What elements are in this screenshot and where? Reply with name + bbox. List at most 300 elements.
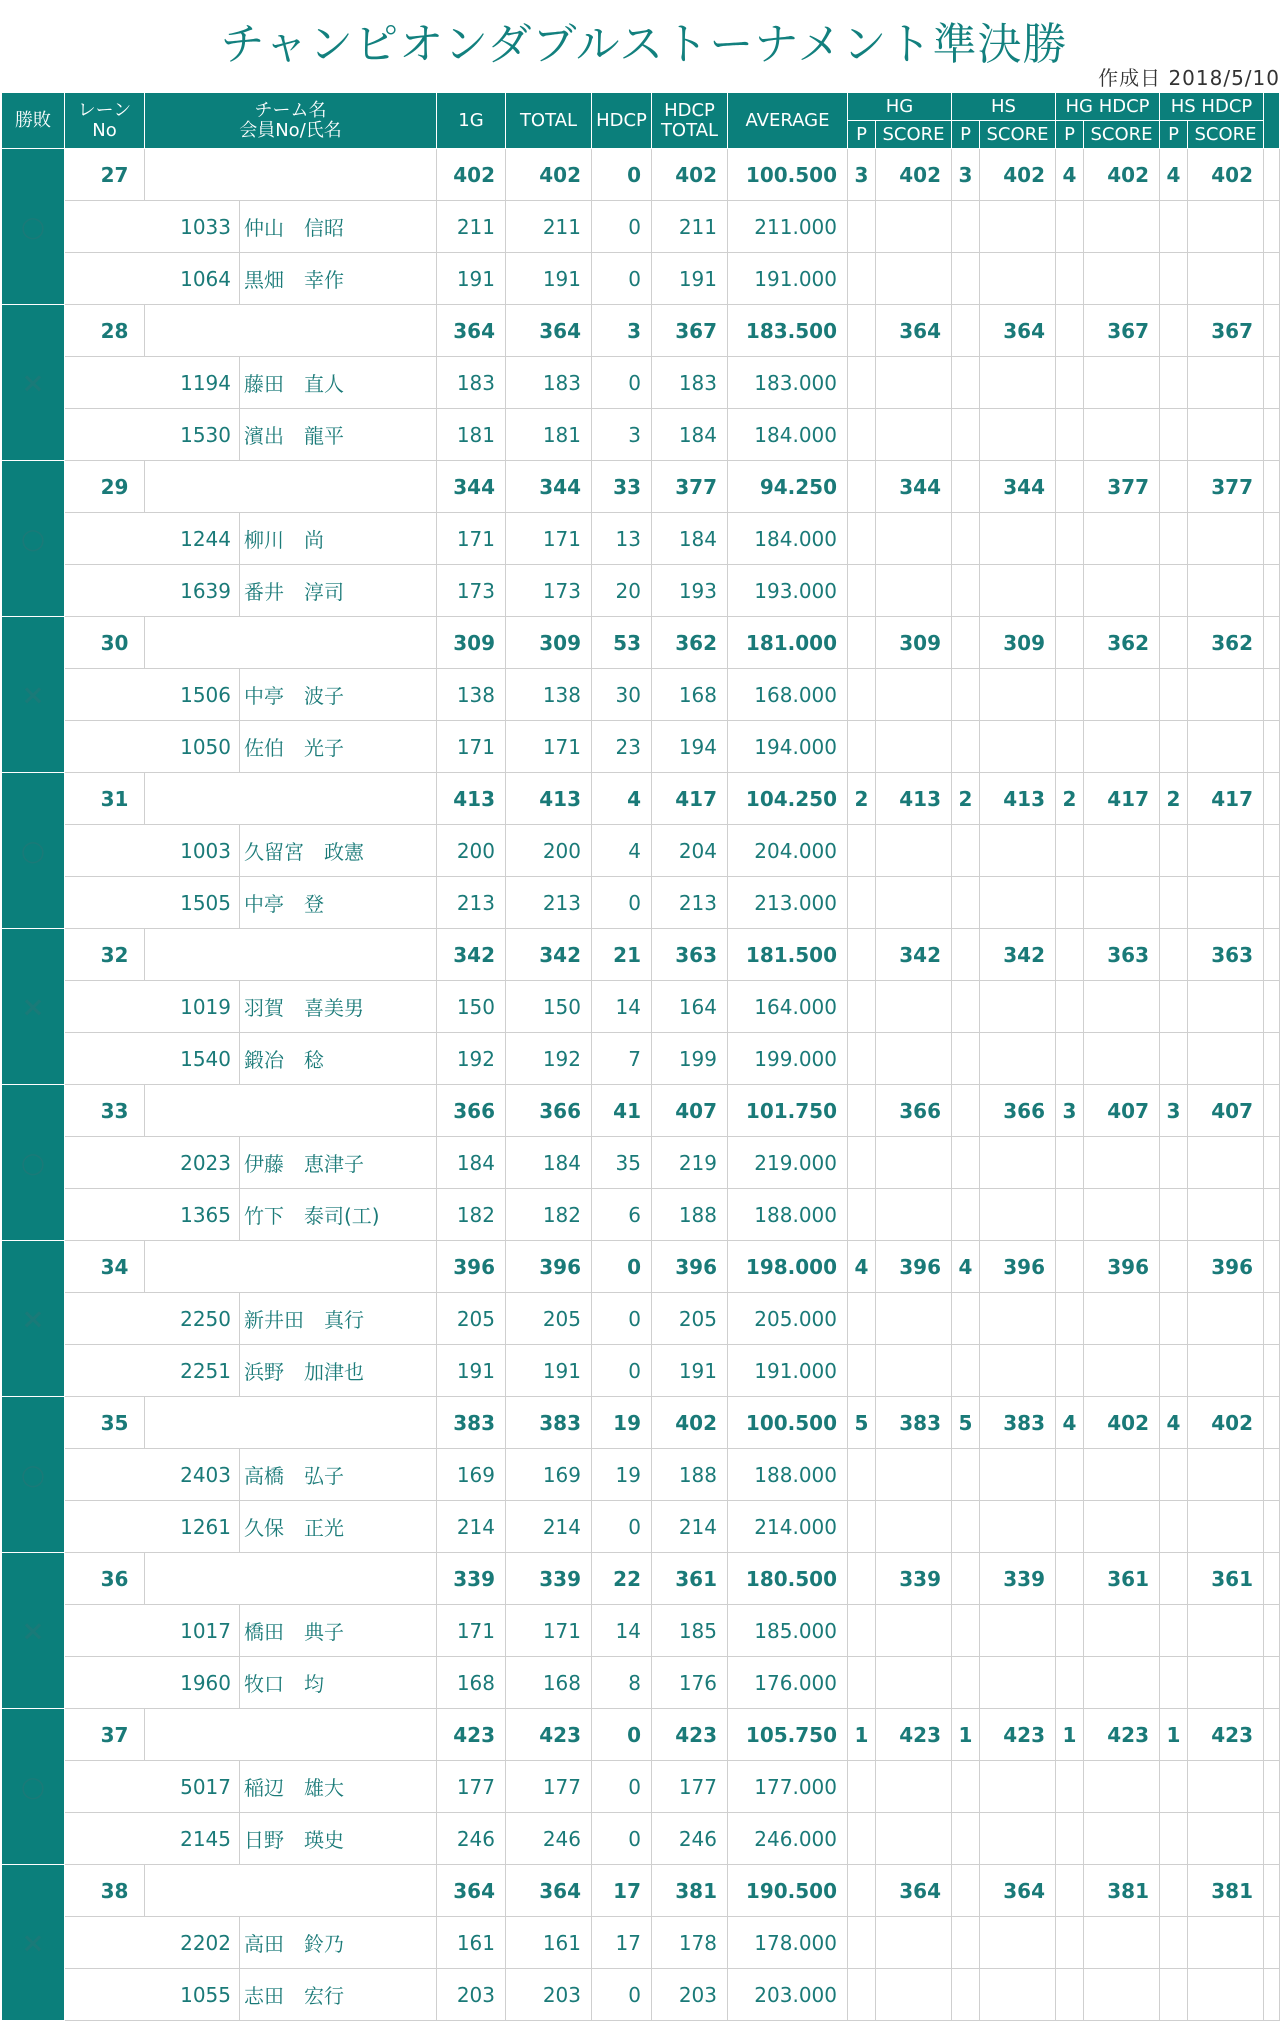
team-1g: 413 xyxy=(437,773,506,825)
hs-hdcp-position: 4 xyxy=(1160,1397,1188,1449)
empty-cell xyxy=(1264,1137,1280,1189)
empty-cell xyxy=(952,357,980,409)
header-lane: レーン No xyxy=(65,93,145,149)
hs-hdcp-score: 402 xyxy=(1188,149,1264,201)
empty-cell xyxy=(980,1501,1056,1553)
hg-score: 364 xyxy=(876,305,952,357)
empty-cell xyxy=(876,1033,952,1085)
empty-cell xyxy=(1264,513,1280,565)
member-no: 2251 xyxy=(65,1345,240,1397)
member-name: 高田 鈴乃 xyxy=(240,1917,437,1969)
member-hdcp: 13 xyxy=(592,513,652,565)
hs-hdcp-position xyxy=(1160,1241,1188,1293)
lane-no: 30 xyxy=(65,617,145,669)
empty-cell xyxy=(876,1657,952,1709)
lane-no: 27 xyxy=(65,149,145,201)
empty-cell xyxy=(1188,1449,1264,1501)
empty-cell xyxy=(1056,253,1084,305)
empty-cell xyxy=(1084,1761,1160,1813)
member-total: 200 xyxy=(506,825,592,877)
hg-position: 4 xyxy=(848,1241,876,1293)
hg-hdcp-position xyxy=(1056,1865,1084,1917)
empty-cell xyxy=(1160,565,1188,617)
hg-position: 3 xyxy=(848,149,876,201)
hs-position xyxy=(952,1085,980,1137)
member-hdcp: 0 xyxy=(592,253,652,305)
hg-hdcp-score: 367 xyxy=(1084,305,1160,357)
empty-cell xyxy=(1084,201,1160,253)
empty-cell xyxy=(980,409,1056,461)
member-average: 205.000 xyxy=(728,1293,848,1345)
member-hdcp-total: 176 xyxy=(652,1657,728,1709)
empty-cell xyxy=(980,565,1056,617)
member-hdcp: 0 xyxy=(592,1293,652,1345)
member-row xyxy=(2,825,1280,877)
member-row xyxy=(2,565,1280,617)
team-total: 364 xyxy=(506,1865,592,1917)
team-hdcp-total: 402 xyxy=(652,149,728,201)
member-hdcp-total: 178 xyxy=(652,1917,728,1969)
row-spacer xyxy=(1264,1397,1280,1449)
team-hdcp-total: 363 xyxy=(652,929,728,981)
empty-cell xyxy=(952,253,980,305)
team-hdcp-total: 362 xyxy=(652,617,728,669)
empty-cell xyxy=(1264,877,1280,929)
empty-cell xyxy=(1160,1605,1188,1657)
result-mark: ○ xyxy=(2,1397,65,1553)
hs-hdcp-position: 1 xyxy=(1160,1709,1188,1761)
empty-cell xyxy=(1084,1917,1160,1969)
empty-cell xyxy=(1056,1917,1084,1969)
member-row xyxy=(2,1917,1280,1969)
member-hdcp: 14 xyxy=(592,981,652,1033)
row-spacer xyxy=(1264,305,1280,357)
header-hsh-score: SCORE xyxy=(1188,121,1264,149)
empty-cell xyxy=(980,1917,1056,1969)
team-1g: 364 xyxy=(437,1865,506,1917)
hg-position xyxy=(848,929,876,981)
member-row xyxy=(2,1189,1280,1241)
empty-cell xyxy=(1160,1813,1188,1865)
empty-cell xyxy=(848,1345,876,1397)
member-average: 199.000 xyxy=(728,1033,848,1085)
hg-position xyxy=(848,1085,876,1137)
member-name: 高橋 弘子 xyxy=(240,1449,437,1501)
member-no: 2202 xyxy=(65,1917,240,1969)
empty-cell xyxy=(1056,1137,1084,1189)
empty-cell xyxy=(980,1033,1056,1085)
member-hdcp: 17 xyxy=(592,1917,652,1969)
hg-hdcp-score: 363 xyxy=(1084,929,1160,981)
member-row xyxy=(2,201,1280,253)
empty-cell xyxy=(1084,669,1160,721)
member-total: 161 xyxy=(506,1917,592,1969)
member-hdcp-total: 177 xyxy=(652,1761,728,1813)
member-1g: 161 xyxy=(437,1917,506,1969)
empty-cell xyxy=(980,357,1056,409)
member-name: 日野 瑛史 xyxy=(240,1813,437,1865)
empty-cell xyxy=(952,201,980,253)
member-row xyxy=(2,253,1280,305)
team-total: 423 xyxy=(506,1709,592,1761)
empty-cell xyxy=(848,1501,876,1553)
team-hdcp-total: 381 xyxy=(652,1865,728,1917)
member-1g: 205 xyxy=(437,1293,506,1345)
empty-cell xyxy=(1084,981,1160,1033)
empty-cell xyxy=(1056,1969,1084,2021)
empty-cell xyxy=(1188,1761,1264,1813)
member-1g: 214 xyxy=(437,1501,506,1553)
member-no: 1003 xyxy=(65,825,240,877)
result-mark: × xyxy=(2,617,65,773)
hg-hdcp-score: 402 xyxy=(1084,1397,1160,1449)
empty-cell xyxy=(1160,513,1188,565)
empty-cell xyxy=(980,877,1056,929)
header-hs-score: SCORE xyxy=(980,121,1056,149)
hs-hdcp-position: 3 xyxy=(1160,1085,1188,1137)
empty-cell xyxy=(952,1033,980,1085)
hs-hdcp-score: 362 xyxy=(1188,617,1264,669)
empty-cell xyxy=(980,253,1056,305)
empty-cell xyxy=(1084,825,1160,877)
member-total: 171 xyxy=(506,513,592,565)
empty-cell xyxy=(1188,1969,1264,2021)
member-total: 177 xyxy=(506,1761,592,1813)
empty-cell xyxy=(1084,409,1160,461)
empty-cell xyxy=(1188,721,1264,773)
hs-hdcp-position xyxy=(1160,1553,1188,1605)
member-no: 1506 xyxy=(65,669,240,721)
team-1g: 364 xyxy=(437,305,506,357)
hs-hdcp-score: 417 xyxy=(1188,773,1264,825)
empty-cell xyxy=(876,357,952,409)
hg-score: 413 xyxy=(876,773,952,825)
hg-hdcp-position: 1 xyxy=(1056,1709,1084,1761)
member-1g: 169 xyxy=(437,1449,506,1501)
result-mark: × xyxy=(2,1241,65,1397)
member-1g: 191 xyxy=(437,253,506,305)
empty-cell xyxy=(1188,877,1264,929)
empty-cell xyxy=(1188,565,1264,617)
hg-hdcp-score: 362 xyxy=(1084,617,1160,669)
hs-score: 364 xyxy=(980,1865,1056,1917)
member-total: 150 xyxy=(506,981,592,1033)
page-title: チャンピオンダブルストーナメント準決勝 xyxy=(220,19,1068,70)
hg-hdcp-score: 402 xyxy=(1084,149,1160,201)
empty-cell xyxy=(1056,1813,1084,1865)
result-mark: ○ xyxy=(2,461,65,617)
empty-cell xyxy=(980,825,1056,877)
member-total: 169 xyxy=(506,1449,592,1501)
hs-score: 344 xyxy=(980,461,1056,513)
member-total: 213 xyxy=(506,877,592,929)
empty-cell xyxy=(1160,825,1188,877)
header-hdcp-total: HDCP TOTAL xyxy=(652,93,728,149)
empty-cell xyxy=(876,1813,952,1865)
empty-cell xyxy=(1264,1813,1280,1865)
team-row xyxy=(2,1085,1280,1137)
empty-cell xyxy=(980,721,1056,773)
member-hdcp: 0 xyxy=(592,357,652,409)
member-1g: 171 xyxy=(437,1605,506,1657)
team-hdcp-total: 377 xyxy=(652,461,728,513)
hs-position xyxy=(952,461,980,513)
empty-cell xyxy=(980,1293,1056,1345)
empty-cell xyxy=(1056,357,1084,409)
empty-cell xyxy=(848,1813,876,1865)
empty-cell xyxy=(1264,825,1280,877)
member-name: 黒畑 幸作 xyxy=(240,253,437,305)
member-average: 214.000 xyxy=(728,1501,848,1553)
empty-cell xyxy=(1160,357,1188,409)
member-total: 191 xyxy=(506,253,592,305)
empty-cell xyxy=(1160,1969,1188,2021)
member-average: 178.000 xyxy=(728,1917,848,1969)
member-average: 184.000 xyxy=(728,409,848,461)
team-total: 342 xyxy=(506,929,592,981)
member-average: 211.000 xyxy=(728,201,848,253)
member-no: 1055 xyxy=(65,1969,240,2021)
hg-score: 339 xyxy=(876,1553,952,1605)
row-spacer xyxy=(1264,1241,1280,1293)
member-hdcp-total: 185 xyxy=(652,1605,728,1657)
member-no: 1194 xyxy=(65,357,240,409)
team-hdcp: 0 xyxy=(592,1241,652,1293)
team-total: 383 xyxy=(506,1397,592,1449)
team-hdcp: 0 xyxy=(592,149,652,201)
hg-hdcp-position xyxy=(1056,617,1084,669)
member-hdcp: 30 xyxy=(592,669,652,721)
result-mark: ○ xyxy=(2,1085,65,1241)
hs-position: 1 xyxy=(952,1709,980,1761)
member-row xyxy=(2,669,1280,721)
team-hdcp: 53 xyxy=(592,617,652,669)
team-row xyxy=(2,929,1280,981)
member-hdcp: 23 xyxy=(592,721,652,773)
team-hdcp-total: 423 xyxy=(652,1709,728,1761)
empty-cell xyxy=(848,1761,876,1813)
member-no: 1019 xyxy=(65,981,240,1033)
hs-hdcp-score: 396 xyxy=(1188,1241,1264,1293)
member-hdcp-total: 183 xyxy=(652,357,728,409)
hs-hdcp-score: 361 xyxy=(1188,1553,1264,1605)
lane-no: 35 xyxy=(65,1397,145,1449)
member-hdcp-total: 204 xyxy=(652,825,728,877)
empty-cell xyxy=(1084,721,1160,773)
member-name: 久留宮 政憲 xyxy=(240,825,437,877)
member-no: 1261 xyxy=(65,1501,240,1553)
empty-cell xyxy=(952,1189,980,1241)
header-average: AVERAGE xyxy=(728,93,848,149)
member-no: 1050 xyxy=(65,721,240,773)
team-row xyxy=(2,1241,1280,1293)
team-average: 101.750 xyxy=(728,1085,848,1137)
member-total: 203 xyxy=(506,1969,592,2021)
empty-cell xyxy=(980,669,1056,721)
team-name xyxy=(145,1241,437,1293)
team-average: 198.000 xyxy=(728,1241,848,1293)
header-spacer xyxy=(1264,93,1280,149)
member-name: 羽賀 喜美男 xyxy=(240,981,437,1033)
empty-cell xyxy=(848,1137,876,1189)
team-1g: 342 xyxy=(437,929,506,981)
result-mark: × xyxy=(2,929,65,1085)
header-hs-p: P xyxy=(952,121,980,149)
empty-cell xyxy=(848,1969,876,2021)
hs-position xyxy=(952,617,980,669)
empty-cell xyxy=(1188,1189,1264,1241)
empty-cell xyxy=(1084,357,1160,409)
member-no: 2250 xyxy=(65,1293,240,1345)
team-row xyxy=(2,149,1280,201)
team-row xyxy=(2,1865,1280,1917)
empty-cell xyxy=(952,1657,980,1709)
member-total: 192 xyxy=(506,1033,592,1085)
empty-cell xyxy=(952,825,980,877)
empty-cell xyxy=(1264,1033,1280,1085)
empty-cell xyxy=(876,1137,952,1189)
team-average: 180.500 xyxy=(728,1553,848,1605)
member-no: 1017 xyxy=(65,1605,240,1657)
result-mark: ○ xyxy=(2,1709,65,1865)
team-name xyxy=(145,617,437,669)
hg-score: 366 xyxy=(876,1085,952,1137)
member-hdcp-total: 194 xyxy=(652,721,728,773)
hg-hdcp-score: 417 xyxy=(1084,773,1160,825)
empty-cell xyxy=(1056,669,1084,721)
hs-hdcp-score: 377 xyxy=(1188,461,1264,513)
team-total: 344 xyxy=(506,461,592,513)
empty-cell xyxy=(1188,201,1264,253)
member-name: 伊藤 恵津子 xyxy=(240,1137,437,1189)
member-hdcp: 0 xyxy=(592,1969,652,2021)
empty-cell xyxy=(980,981,1056,1033)
empty-cell xyxy=(980,1813,1056,1865)
empty-cell xyxy=(876,565,952,617)
member-name: 浜野 加津也 xyxy=(240,1345,437,1397)
lane-no: 33 xyxy=(65,1085,145,1137)
empty-cell xyxy=(1056,721,1084,773)
team-total: 339 xyxy=(506,1553,592,1605)
empty-cell xyxy=(876,669,952,721)
member-no: 1530 xyxy=(65,409,240,461)
empty-cell xyxy=(1160,1657,1188,1709)
member-name: 中亭 波子 xyxy=(240,669,437,721)
hg-hdcp-position xyxy=(1056,929,1084,981)
row-spacer xyxy=(1264,1709,1280,1761)
team-1g: 309 xyxy=(437,617,506,669)
member-total: 205 xyxy=(506,1293,592,1345)
empty-cell xyxy=(1188,981,1264,1033)
hg-score: 342 xyxy=(876,929,952,981)
empty-cell xyxy=(876,201,952,253)
empty-cell xyxy=(1084,1345,1160,1397)
empty-cell xyxy=(1264,1501,1280,1553)
hs-score: 364 xyxy=(980,305,1056,357)
member-total: 171 xyxy=(506,721,592,773)
empty-cell xyxy=(848,721,876,773)
empty-cell xyxy=(1084,877,1160,929)
hg-hdcp-position: 4 xyxy=(1056,149,1084,201)
hs-score: 402 xyxy=(980,149,1056,201)
team-hdcp-total: 361 xyxy=(652,1553,728,1605)
hg-hdcp-position xyxy=(1056,1553,1084,1605)
empty-cell xyxy=(1160,877,1188,929)
team-total: 402 xyxy=(506,149,592,201)
empty-cell xyxy=(1056,1189,1084,1241)
header-hs-hdcp: HS HDCP xyxy=(1160,93,1264,121)
member-name: 稲辺 雄大 xyxy=(240,1761,437,1813)
empty-cell xyxy=(1264,1969,1280,2021)
team-name xyxy=(145,305,437,357)
empty-cell xyxy=(848,513,876,565)
empty-cell xyxy=(876,1605,952,1657)
member-hdcp: 20 xyxy=(592,565,652,617)
empty-cell xyxy=(848,877,876,929)
hs-hdcp-position: 4 xyxy=(1160,149,1188,201)
member-average: 246.000 xyxy=(728,1813,848,1865)
member-1g: 246 xyxy=(437,1813,506,1865)
team-average: 183.500 xyxy=(728,305,848,357)
row-spacer xyxy=(1264,1865,1280,1917)
member-hdcp-total: 188 xyxy=(652,1189,728,1241)
empty-cell xyxy=(1084,1189,1160,1241)
empty-cell xyxy=(1160,1917,1188,1969)
hs-hdcp-position xyxy=(1160,1865,1188,1917)
header-hg: HG xyxy=(848,93,952,121)
empty-cell xyxy=(1160,1501,1188,1553)
member-total: 173 xyxy=(506,565,592,617)
hg-score: 402 xyxy=(876,149,952,201)
empty-cell xyxy=(1188,1813,1264,1865)
row-spacer xyxy=(1264,1553,1280,1605)
empty-cell xyxy=(952,1969,980,2021)
member-average: 183.000 xyxy=(728,357,848,409)
empty-cell xyxy=(876,1501,952,1553)
hg-hdcp-score: 377 xyxy=(1084,461,1160,513)
empty-cell xyxy=(980,513,1056,565)
empty-cell xyxy=(1188,1605,1264,1657)
hs-score: 413 xyxy=(980,773,1056,825)
member-hdcp-total: 205 xyxy=(652,1293,728,1345)
hg-score: 383 xyxy=(876,1397,952,1449)
header-hg-hdcp: HG HDCP xyxy=(1056,93,1160,121)
hg-position xyxy=(848,617,876,669)
empty-cell xyxy=(952,1137,980,1189)
empty-cell xyxy=(1264,1293,1280,1345)
team-average: 100.500 xyxy=(728,149,848,201)
hs-score: 309 xyxy=(980,617,1056,669)
header-result: 勝敗 xyxy=(2,93,65,149)
row-spacer xyxy=(1264,461,1280,513)
empty-cell xyxy=(1264,669,1280,721)
hs-hdcp-position xyxy=(1160,305,1188,357)
empty-cell xyxy=(848,357,876,409)
member-name: 柳川 尚 xyxy=(240,513,437,565)
team-total: 309 xyxy=(506,617,592,669)
hg-hdcp-score: 361 xyxy=(1084,1553,1160,1605)
member-average: 219.000 xyxy=(728,1137,848,1189)
hg-position xyxy=(848,305,876,357)
member-name: 志田 宏行 xyxy=(240,1969,437,2021)
empty-cell xyxy=(876,513,952,565)
member-no: 2403 xyxy=(65,1449,240,1501)
empty-cell xyxy=(1188,669,1264,721)
member-row xyxy=(2,1449,1280,1501)
member-name: 藤田 直人 xyxy=(240,357,437,409)
member-hdcp-total: 193 xyxy=(652,565,728,617)
empty-cell xyxy=(876,409,952,461)
